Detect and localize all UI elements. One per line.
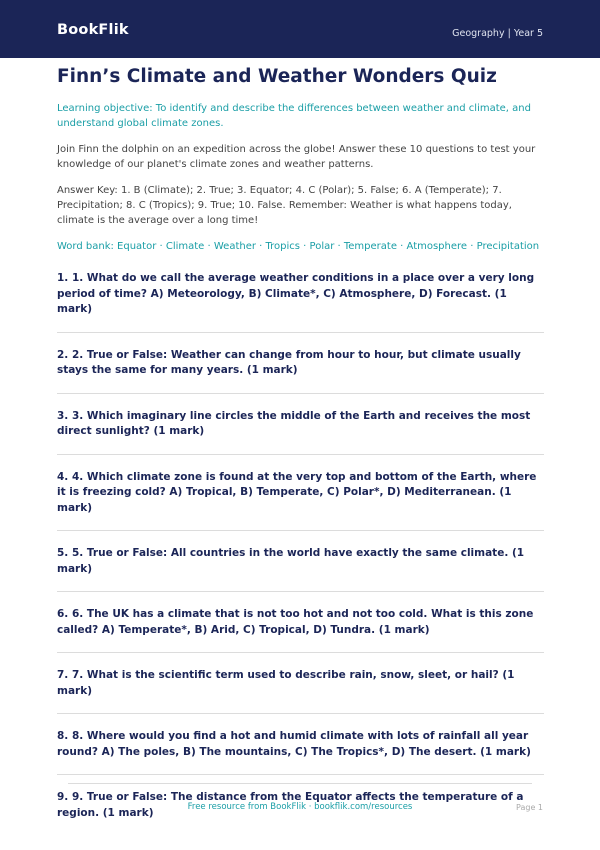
question-item: 2. 2. True or False: Weather can change from hour to hour, but climate usually stays the same for many years. (1 mark) — [57, 348, 544, 394]
question-item: 9. 9. True or False: The distance from the Equator affects the temperature of a region. (1 mark) — [57, 791, 524, 819]
learning-objective: Learning objective: To identify and describe the differences between weather and climate, and understand global climate zones. — [57, 103, 531, 129]
question-item: 5. 5. True or False: All countries in the world have exactly the same climate. (1 mark) — [57, 546, 544, 592]
question-item: 4. 4. Which climate zone is found at the very top and bottom of the Earth, where it is freezing cold? A) Tropical, B) Temperate, C) Polar*, D) Mediterranean. (1 mark) — [57, 470, 544, 532]
footer-link[interactable]: Free resource from BookFlik · bookflik.com/resources — [187, 802, 413, 812]
question-item: 8. 8. Where would you find a hot and humid climate with lots of rainfall all year round? A) The poles, B) The mountains, C) The Tropics*, D) The desert. (1 mark) — [57, 729, 544, 775]
intro-text: Join Finn the dolphin on an expedition across the globe! Answer these 10 questions to test your knowledge of our planet's climate zones and weather patterns. — [57, 144, 536, 170]
footer-divider — [68, 783, 532, 784]
answer-key: Answer Key: 1. B (Climate); 2. True; 3. Equator; 4. C (Polar); 5. False; 6. A (Temperate); 7. Precipitation; 8. C (Tropics); 9. True; 10. False. Remember: Weather is what happens today, climate is the average over a long time! — [57, 185, 512, 226]
worksheet-content — [57, 66, 544, 850]
brand-logo[interactable]: BookFlik — [57, 22, 129, 38]
page-number: Page 1 — [516, 803, 543, 812]
question-item: 3. 3. Which imaginary line circles the middle of the Earth and receives the most direct sunlight? (1 mark) — [57, 409, 544, 455]
question-item: 6. 6. The UK has a climate that is not too hot and not too cold. What is this zone called? A) Temperate*, B) Arid, C) Tropical, D) Tundra. (1 mark) — [57, 607, 544, 653]
subject-year-label: Geography | Year 5 — [452, 28, 543, 39]
question-item: 7. 7. What is the scientific term used to describe rain, snow, sleet, or hail? (1 mark) — [57, 668, 544, 714]
question-item: 1. 1. What do we call the average weather conditions in a place over a very long period of time? A) Meteorology, B) Climate*, C) Atmosphere, D) Forecast. (1 mark) — [57, 271, 544, 333]
page-title: Finn’s Climate and Weather Wonders Quiz — [57, 66, 497, 87]
page-header — [0, 0, 600, 58]
question-list — [57, 271, 544, 835]
word-bank: Word bank: Equator · Climate · Weather · Tropics · Polar · Temperate · Atmosphere · Precipitation — [57, 241, 540, 252]
